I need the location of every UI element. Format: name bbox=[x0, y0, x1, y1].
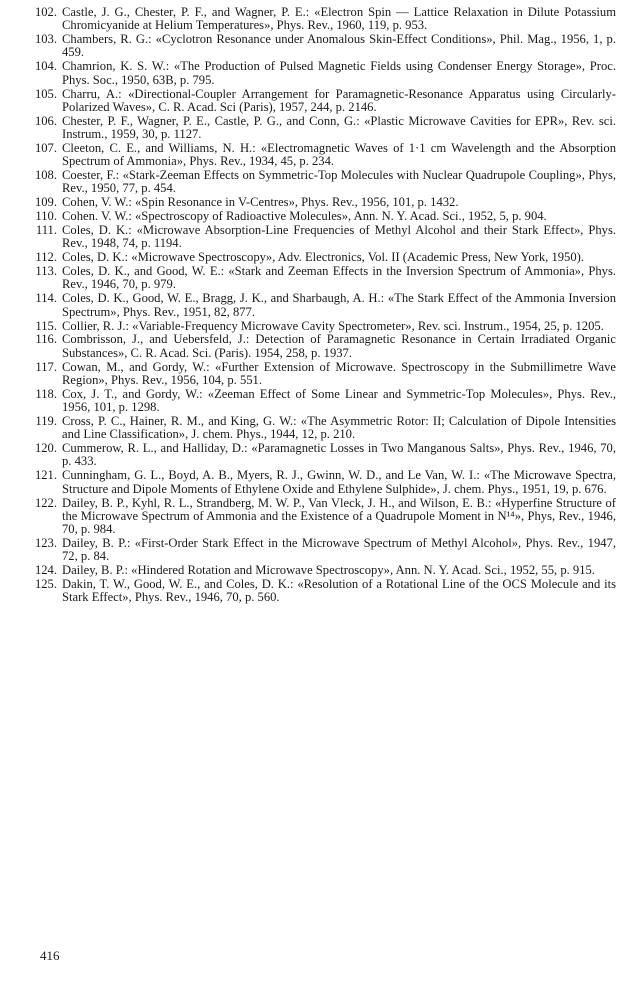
reference-number: 106. bbox=[34, 113, 57, 128]
reference-number: 114. bbox=[35, 291, 57, 306]
reference-item bbox=[20, 88, 616, 115]
reference-text: Cox, J. T., and Gordy, W.: «Zeeman Effect of Some Linear and Symmetric-Top Molecules», Phys. Rev., 1956, 101, p. 1298. bbox=[62, 386, 616, 415]
reference-number: 111. bbox=[35, 223, 57, 238]
reference-item bbox=[20, 196, 616, 209]
reference-number: 123. bbox=[34, 536, 57, 551]
reference-item bbox=[20, 292, 616, 319]
reference-item bbox=[20, 388, 616, 415]
reference-text: Charru, A.: «Directional-Coupler Arrangement for Paramagnetic-Resonance Apparatus using Circularly-Polarized Waves», C. R. Acad. Sci (Paris), 1957, 244, p. 2146. bbox=[62, 86, 616, 114]
page-number: 416 bbox=[40, 948, 60, 963]
reference-text: Dailey, B. P., Kyhl, R. L., Strandberg, M. W. P., Van Vleck, J. H., and Wilson, E. B.: «Hyperfine Structure of the Microwave Spectrum of Ammonia and the Existence of a Quadrupole Moment in N¹⁴», Phys, Rev., 1946, 70, p. 984. bbox=[62, 495, 616, 537]
reference-number: 124. bbox=[34, 563, 57, 578]
reference-number: 115. bbox=[35, 318, 57, 333]
reference-item bbox=[20, 469, 616, 496]
reference-item bbox=[20, 142, 616, 169]
reference-number: 109. bbox=[34, 195, 57, 210]
reference-item bbox=[20, 361, 616, 388]
reference-list bbox=[20, 6, 616, 605]
reference-text: Coles, D. K., Good, W. E., Bragg, J. K., and Sharbaugh, A. H.: «The Stark Effect of the Ammonia Inversion Spectrum», Phys. Rev., 1951, 82, 877. bbox=[62, 291, 616, 319]
reference-number: 112. bbox=[35, 250, 57, 265]
reference-item bbox=[20, 497, 616, 537]
reference-text: Coles, D. K.: «Microwave Absorption-Line Frequencies of Methyl Alcohol and their Stark Effect», Phys. Rev., 1948, 74, p. 1194. bbox=[62, 223, 616, 251]
reference-text: Cleeton, C. E., and Williams, N. H.: «Electromagnetic Waves of 1·1 cm Wavelength and the Absorption Spectrum of Ammonia», Phys. Rev., 1934, 45, p. 234. bbox=[62, 140, 616, 169]
reference-item bbox=[20, 224, 616, 251]
reference-text: Collier, R. J.: «Variable-Frequency Microwave Cavity Spectrometer», Rev. sci. Instrum., 1954, 25, p. 1205. bbox=[62, 318, 604, 333]
reference-number: 121. bbox=[34, 468, 57, 483]
reference-text: Coester, F.: «Stark-Zeeman Effects on Symmetric-Top Molecules with Nuclear Quadrupole Coupling», Phys, Rev., 1950, 77, p. 454. bbox=[62, 168, 616, 196]
reference-item bbox=[20, 564, 616, 577]
reference-number: 110. bbox=[35, 209, 57, 224]
reference-text: Chambers, R. G.: «Cyclotron Resonance under Anomalous Skin-Effect Conditions», Phil. Mag., 1956, 1, p. 459. bbox=[62, 32, 616, 60]
reference-number: 119. bbox=[35, 414, 57, 428]
reference-number: 104. bbox=[34, 59, 57, 74]
reference-text: Cross, P. C., Hainer, R. M., and King, G. W.: «The Asymmetric Rotor: II; Calculation of Dipole Intensities and Line Classification», J. chem. Phys., 1944, 12, p. 210. bbox=[62, 414, 616, 442]
reference-item bbox=[20, 415, 616, 442]
reference-number: 120. bbox=[34, 441, 57, 456]
reference-item bbox=[20, 6, 616, 33]
reference-text: Cunningham, G. L., Boyd, A. B., Myers, R. J., Gwinn, W. D., and Le Van, W. I.: «The Microwave Spectra, Structure and Dipole Moments of Ethylene Oxide and Ethylene Sulphide», J. chem. Phys., 1951, 19, p. 676. bbox=[62, 468, 616, 496]
reference-item bbox=[20, 60, 616, 87]
reference-number: 108. bbox=[34, 168, 57, 183]
reference-item bbox=[20, 265, 616, 292]
reference-text: Dakin, T. W., Good, W. E., and Coles, D. K.: «Resolution of a Rotational Line of the OCS Molecule and its Stark Effect», Phys. Rev., 1946, 70, p. 560. bbox=[62, 577, 616, 605]
reference-text: Dailey, B. P.: «First-Order Stark Effect in the Microwave Spectrum of Methyl Alcohol», Phys. Rev., 1947, 72, p. 84. bbox=[62, 536, 616, 564]
reference-item bbox=[20, 169, 616, 196]
reference-text: Castle, J. G., Chester, P. F., and Wagner, P. E.: «Electron Spin — Lattice Relaxation in Dilute Potassium Chromicyanide at Helium Temperatures», Phys. Rev., 1960, 119, p. 953. bbox=[62, 5, 616, 33]
reference-item bbox=[20, 537, 616, 564]
reference-item bbox=[20, 578, 616, 605]
reference-text: Chester, P. F., Wagner, P. E., Castle, P. G., and Conn, G.: «Plastic Microwave Cavities for EPR», Rev. sci. Instrum., 1959, 30, p. 1127. bbox=[62, 113, 616, 142]
reference-text: Cowan, M., and Gordy, W.: «Further Extension of Microwave. Spectroscopy in the Submillimetre Wave Region», Phys. Rev., 1956, 104, p. 551. bbox=[62, 359, 616, 387]
reference-text: Dailey, B. P.: «Hindered Rotation and Microwave Spectroscopy», Ann. N. Y. Acad. Sci., 1952, 55, p. 915. bbox=[62, 563, 595, 578]
reference-text: Coles, D. K.: «Microwave Spectroscopy», Adv. Electronics, Vol. II (Academic Press, New York, 1950). bbox=[62, 250, 584, 265]
reference-number: 125. bbox=[34, 577, 57, 592]
reference-number: 122. bbox=[34, 495, 57, 510]
reference-number: 116. bbox=[35, 332, 57, 347]
reference-number: 113. bbox=[35, 264, 57, 279]
reference-number: 118. bbox=[35, 386, 57, 401]
reference-text: Cohen, V. W.: «Spin Resonance in V-Centres», Phys. Rev., 1956, 101, p. 1432. bbox=[62, 195, 459, 210]
reference-item bbox=[20, 320, 616, 333]
reference-item bbox=[20, 115, 616, 142]
reference-item bbox=[20, 442, 616, 469]
reference-text: Combrisson, J., and Uebersfeld, J.: Detection of Paramagnetic Resonance in Certain Irradiated Organic Substances», C. R. Acad. Sci. (Paris). 1954, 258, p. 1937. bbox=[62, 332, 616, 360]
reference-item bbox=[20, 33, 616, 60]
reference-number: 103. bbox=[34, 32, 57, 47]
reference-text: Chamrion, K. S. W.: «The Production of Pulsed Magnetic Fields using Condenser Energy Storage», Proc. Phys. Soc., 1950, 63B, p. 795. bbox=[62, 59, 616, 87]
reference-item bbox=[20, 333, 616, 360]
reference-number: 107. bbox=[34, 140, 57, 155]
reference-number: 105. bbox=[34, 86, 57, 101]
reference-number: 102. bbox=[34, 5, 57, 19]
reference-item bbox=[20, 251, 616, 264]
reference-item bbox=[20, 210, 616, 223]
reference-text: Coles, D. K., and Good, W. E.: «Stark and Zeeman Effects in the Inversion Spectrum of Ammonia», Phys. Rev., 1946, 70, p. 979. bbox=[62, 264, 616, 292]
reference-text: Cummerow, R. L., and Halliday, D.: «Paramagnetic Losses in Two Manganous Salts», Phys. Rev., 1946, 70, p. 433. bbox=[62, 441, 616, 469]
reference-text: Cohen. V. W.: «Spectroscopy of Radioactive Molecules», Ann. N. Y. Acad. Sci., 1952, 5, p. 904. bbox=[62, 209, 547, 224]
reference-number: 117. bbox=[35, 359, 57, 374]
